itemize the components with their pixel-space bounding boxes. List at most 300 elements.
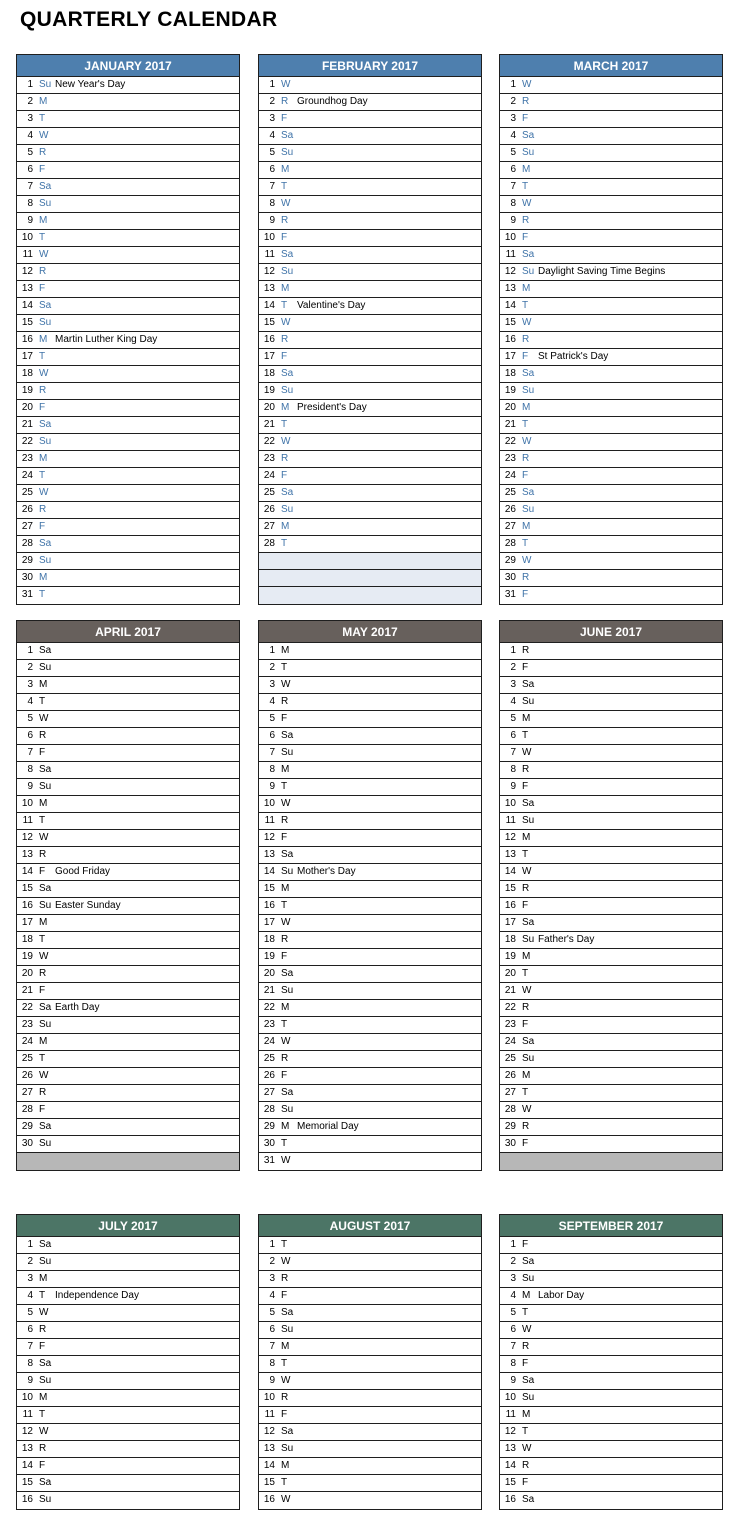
day-row — [17, 745, 239, 762]
day-of-week: T — [39, 1290, 46, 1301]
holiday-label — [297, 1153, 481, 1170]
day-of-week: W — [39, 249, 49, 260]
holiday-label — [297, 1339, 481, 1355]
holiday-label — [297, 1424, 481, 1440]
day-number: 16 — [21, 900, 33, 911]
holiday-label: President's Day — [297, 402, 367, 413]
day-number: 4 — [510, 130, 516, 141]
holiday-label — [55, 1051, 239, 1067]
holiday-label — [297, 111, 481, 127]
day-number: 11 — [264, 249, 275, 260]
day-row — [500, 1322, 722, 1339]
holiday-label — [297, 383, 481, 399]
day-of-week: Sa — [281, 1307, 294, 1318]
day-of-week: T — [281, 1138, 288, 1149]
day-of-week: W — [39, 951, 49, 962]
day-row — [500, 1339, 722, 1356]
day-of-week: T — [281, 1358, 288, 1369]
day-of-week: Sa — [522, 917, 535, 928]
holiday-label — [297, 485, 481, 501]
day-row — [17, 881, 239, 898]
day-number: 9 — [510, 781, 516, 792]
day-of-week: F — [522, 113, 529, 124]
day-number: 16 — [263, 900, 275, 911]
day-row — [17, 1305, 239, 1322]
day-number: 24 — [504, 470, 516, 481]
day-row — [500, 1305, 722, 1322]
day-of-week: T — [281, 662, 288, 673]
day-row — [259, 196, 481, 213]
day-row — [259, 230, 481, 247]
day-of-week: W — [281, 79, 291, 90]
day-row — [259, 1034, 481, 1051]
holiday-label — [538, 830, 722, 846]
day-of-week: M — [522, 521, 531, 532]
holiday-label — [538, 677, 722, 693]
month-table — [258, 1214, 482, 1510]
day-number: 5 — [27, 147, 33, 158]
day-of-week: W — [522, 436, 532, 447]
holiday-label — [538, 366, 722, 382]
day-of-week: Su — [522, 696, 535, 707]
day-row — [17, 677, 239, 694]
holiday-label — [538, 728, 722, 744]
holiday-label — [55, 779, 239, 795]
day-number: 7 — [27, 747, 33, 758]
day-row — [17, 1051, 239, 1068]
day-of-week: T — [39, 696, 46, 707]
holiday-label — [538, 779, 722, 795]
day-row — [17, 1271, 239, 1288]
day-row — [500, 966, 722, 983]
holiday-label — [297, 1288, 481, 1304]
day-number: 28 — [504, 1104, 516, 1115]
day-number: 21 — [504, 419, 516, 430]
holiday-label — [538, 694, 722, 710]
day-row — [500, 898, 722, 915]
day-number: 8 — [510, 198, 516, 209]
day-of-week: F — [281, 351, 288, 362]
holiday-label — [55, 949, 239, 965]
day-of-week: Sa — [39, 645, 52, 656]
day-of-week: M — [281, 1460, 290, 1471]
day-of-week: R — [39, 1443, 47, 1454]
day-row — [500, 298, 722, 315]
day-row — [259, 1492, 481, 1509]
holiday-label — [538, 298, 722, 314]
day-row — [17, 247, 239, 264]
day-number: 6 — [27, 730, 33, 741]
day-row — [259, 332, 481, 349]
day-row — [259, 485, 481, 502]
day-number: 11 — [505, 815, 516, 826]
day-of-week: Su — [281, 385, 294, 396]
day-of-week: Sa — [522, 487, 535, 498]
day-of-week: Su — [39, 436, 52, 447]
day-row — [500, 1407, 722, 1424]
day-row — [17, 451, 239, 468]
day-of-week: W — [39, 832, 49, 843]
holiday-label — [55, 983, 239, 999]
holiday-label — [55, 485, 239, 501]
day-of-week: T — [522, 419, 529, 430]
holiday-label — [297, 1271, 481, 1287]
day-row — [500, 587, 722, 604]
day-number: 12 — [21, 832, 33, 843]
day-row — [259, 128, 481, 145]
day-number: 26 — [21, 504, 33, 515]
day-row — [259, 281, 481, 298]
day-number: 28 — [21, 538, 33, 549]
holiday-label: New Year's Day — [55, 79, 126, 90]
day-of-week: W — [522, 985, 532, 996]
day-row — [17, 587, 239, 604]
holiday-label — [297, 813, 481, 829]
day-number: 27 — [21, 521, 33, 532]
day-row — [500, 1000, 722, 1017]
day-row — [259, 796, 481, 813]
day-of-week: M — [522, 1290, 531, 1301]
holiday-label — [55, 1424, 239, 1440]
holiday-label — [538, 711, 722, 727]
day-number: 31 — [504, 589, 516, 600]
day-of-week: M — [522, 951, 531, 962]
day-of-week: M — [39, 798, 48, 809]
day-number: 24 — [263, 1036, 275, 1047]
day-number: 10 — [21, 232, 33, 243]
holiday-label — [55, 915, 239, 931]
day-number: 18 — [263, 368, 275, 379]
day-number: 20 — [504, 968, 516, 979]
day-row — [500, 1373, 722, 1390]
day-number: 10 — [504, 232, 516, 243]
day-row — [259, 247, 481, 264]
day-of-week: Sa — [281, 1087, 294, 1098]
day-row — [17, 1000, 239, 1017]
day-of-week: T — [522, 1426, 529, 1437]
day-of-week: F — [522, 1358, 529, 1369]
holiday-label — [297, 1085, 481, 1101]
day-of-week: Su — [281, 866, 294, 877]
holiday-label — [55, 383, 239, 399]
day-row — [259, 383, 481, 400]
day-row — [17, 1322, 239, 1339]
holiday-label — [297, 932, 481, 948]
holiday-label: St Patrick's Day — [538, 351, 609, 362]
holiday-label — [297, 660, 481, 676]
day-of-week: T — [39, 113, 46, 124]
day-of-week: R — [522, 334, 530, 345]
day-row — [259, 1271, 481, 1288]
holiday-label — [538, 762, 722, 778]
day-row — [500, 213, 722, 230]
holiday-label — [297, 762, 481, 778]
holiday-label — [55, 213, 239, 229]
day-of-week: Su — [39, 900, 52, 911]
day-number: 12 — [504, 266, 516, 277]
day-number: 17 — [263, 917, 275, 928]
day-row — [17, 485, 239, 502]
day-of-week: Su — [39, 781, 52, 792]
day-of-week: F — [522, 470, 529, 481]
day-of-week: T — [522, 849, 529, 860]
day-row — [500, 400, 722, 417]
day-of-week: M — [39, 1392, 48, 1403]
day-row — [17, 864, 239, 881]
day-row — [17, 694, 239, 711]
holiday-label — [55, 587, 239, 604]
holiday-label — [55, 1237, 239, 1253]
day-number: 16 — [504, 334, 516, 345]
day-of-week: R — [522, 1121, 530, 1132]
day-number: 25 — [21, 487, 33, 498]
day-number: 1 — [269, 79, 275, 90]
day-of-week: Sa — [281, 730, 294, 741]
day-row — [500, 570, 722, 587]
day-number: 9 — [27, 781, 33, 792]
day-number: 24 — [21, 1036, 33, 1047]
day-of-week: T — [522, 538, 529, 549]
day-row — [17, 434, 239, 451]
day-number: 25 — [263, 1053, 275, 1064]
day-row — [259, 1102, 481, 1119]
day-number: 30 — [504, 1138, 516, 1149]
holiday-label — [538, 1390, 722, 1406]
holiday-label: Martin Luther King Day — [55, 334, 158, 345]
day-row — [500, 553, 722, 570]
day-of-week: Su — [522, 385, 535, 396]
day-of-week: Sa — [281, 968, 294, 979]
day-row — [259, 1051, 481, 1068]
day-of-week: R — [522, 453, 530, 464]
day-row — [259, 694, 481, 711]
holiday-label — [538, 1305, 722, 1321]
day-number: 18 — [504, 368, 516, 379]
day-row — [500, 1254, 722, 1271]
day-number: 10 — [263, 798, 275, 809]
day-row — [259, 643, 481, 660]
day-row — [500, 711, 722, 728]
day-of-week: M — [39, 1036, 48, 1047]
day-row — [500, 660, 722, 677]
day-of-week: W — [522, 1443, 532, 1454]
day-row — [500, 1237, 722, 1254]
holiday-label — [55, 1085, 239, 1101]
holiday-label — [55, 1034, 239, 1050]
day-of-week: F — [522, 1239, 529, 1250]
holiday-label — [297, 1356, 481, 1372]
day-number: 25 — [504, 487, 516, 498]
day-number: 14 — [21, 866, 33, 877]
holiday-label — [538, 485, 722, 501]
day-of-week: W — [39, 130, 49, 141]
day-number: 13 — [21, 1443, 33, 1454]
day-number: 29 — [263, 1121, 275, 1132]
day-of-week: Su — [281, 747, 294, 758]
day-row — [17, 1136, 239, 1153]
day-number: 4 — [510, 696, 516, 707]
day-of-week: R — [522, 645, 530, 656]
holiday-label — [297, 1441, 481, 1457]
day-number: 5 — [269, 713, 275, 724]
holiday-label — [297, 847, 481, 863]
day-row — [500, 983, 722, 1000]
day-row — [17, 1441, 239, 1458]
day-row — [17, 553, 239, 570]
day-of-week: F — [281, 1070, 288, 1081]
day-row — [17, 468, 239, 485]
holiday-label — [538, 966, 722, 982]
day-of-week: R — [281, 215, 289, 226]
day-number: 29 — [21, 1121, 33, 1132]
day-of-week: R — [39, 504, 47, 515]
holiday-label — [297, 779, 481, 795]
holiday-label — [55, 145, 239, 161]
day-number: 9 — [269, 781, 275, 792]
day-of-week: Sa — [39, 764, 52, 775]
holiday-label — [538, 660, 722, 676]
day-row — [17, 1407, 239, 1424]
day-number: 15 — [21, 1477, 33, 1488]
day-number: 9 — [27, 1375, 33, 1386]
holiday-label — [297, 881, 481, 897]
day-number: 3 — [27, 113, 33, 124]
day-of-week: F — [522, 1477, 529, 1488]
day-number: 3 — [27, 679, 33, 690]
day-number: 16 — [504, 1494, 516, 1505]
holiday-label — [538, 315, 722, 331]
holiday-label — [538, 1085, 722, 1101]
holiday-label — [297, 745, 481, 761]
day-number: 2 — [269, 662, 275, 673]
day-number: 7 — [269, 1341, 275, 1352]
day-number: 13 — [263, 283, 275, 294]
holiday-label — [55, 932, 239, 948]
day-row — [500, 332, 722, 349]
day-number: 9 — [510, 1375, 516, 1386]
day-number: 20 — [21, 402, 33, 413]
day-row — [17, 570, 239, 587]
day-number: 5 — [27, 713, 33, 724]
day-number: 6 — [510, 164, 516, 175]
day-of-week: Su — [39, 1375, 52, 1386]
day-number: 20 — [263, 968, 275, 979]
holiday-label — [55, 966, 239, 982]
day-row — [500, 1034, 722, 1051]
holiday-label — [55, 762, 239, 778]
day-row — [17, 830, 239, 847]
day-of-week: M — [522, 1409, 531, 1420]
day-of-week: F — [281, 232, 288, 243]
day-number: 22 — [21, 436, 33, 447]
holiday-label — [55, 434, 239, 450]
month-table — [16, 620, 240, 1171]
day-number: 26 — [263, 504, 275, 515]
day-of-week: Sa — [39, 300, 52, 311]
day-number: 17 — [263, 351, 275, 362]
holiday-label — [538, 847, 722, 863]
day-of-week: T — [39, 815, 46, 826]
day-number: 22 — [263, 436, 275, 447]
holiday-label — [297, 451, 481, 467]
month-header: AUGUST 2017 — [259, 1215, 481, 1237]
day-row — [17, 660, 239, 677]
day-number: 1 — [27, 79, 33, 90]
holiday-label — [538, 1102, 722, 1118]
holiday-label — [297, 247, 481, 263]
day-number: 2 — [510, 662, 516, 673]
day-row — [500, 728, 722, 745]
month-table — [258, 620, 482, 1171]
holiday-label — [538, 898, 722, 914]
holiday-label — [538, 864, 722, 880]
day-of-week: Sa — [39, 1477, 52, 1488]
day-row — [259, 711, 481, 728]
day-number: 17 — [21, 351, 33, 362]
day-of-week: Sa — [522, 798, 535, 809]
day-row — [17, 145, 239, 162]
month-header: JUNE 2017 — [500, 621, 722, 643]
holiday-label — [538, 1322, 722, 1338]
month-header: APRIL 2017 — [17, 621, 239, 643]
empty-day-row — [259, 570, 481, 587]
day-row — [500, 264, 722, 281]
day-row — [259, 881, 481, 898]
day-number: 31 — [21, 589, 33, 600]
day-of-week: M — [39, 96, 48, 107]
day-number: 30 — [21, 572, 33, 583]
day-row — [500, 179, 722, 196]
day-of-week: T — [39, 1053, 46, 1064]
day-row — [259, 1407, 481, 1424]
day-row — [17, 949, 239, 966]
day-row — [500, 417, 722, 434]
holiday-label — [538, 1254, 722, 1270]
day-of-week: Sa — [281, 849, 294, 860]
month-header: SEPTEMBER 2017 — [500, 1215, 722, 1237]
day-number: 6 — [269, 1324, 275, 1335]
holiday-label — [55, 694, 239, 710]
holiday-label — [297, 1254, 481, 1270]
holiday-label — [538, 1339, 722, 1355]
day-row — [500, 485, 722, 502]
day-of-week: M — [522, 832, 531, 843]
day-of-week: M — [281, 402, 290, 413]
day-number: 24 — [21, 470, 33, 481]
day-number: 15 — [263, 1477, 275, 1488]
day-row — [17, 1119, 239, 1136]
holiday-label — [297, 1068, 481, 1084]
day-row — [500, 162, 722, 179]
empty-day-row — [500, 1153, 722, 1170]
day-of-week: W — [281, 1494, 291, 1505]
day-of-week: Su — [281, 147, 294, 158]
day-number: 9 — [27, 215, 33, 226]
holiday-label — [55, 128, 239, 144]
day-number: 6 — [510, 1324, 516, 1335]
day-of-week: R — [39, 1087, 47, 1098]
day-row — [259, 830, 481, 847]
day-of-week: Su — [522, 815, 535, 826]
day-number: 21 — [263, 419, 275, 430]
day-row — [259, 315, 481, 332]
day-number: 15 — [263, 883, 275, 894]
day-of-week: T — [39, 351, 46, 362]
holiday-label: Groundhog Day — [297, 96, 368, 107]
day-of-week: M — [281, 645, 290, 656]
day-row — [17, 536, 239, 553]
day-row — [17, 1254, 239, 1271]
